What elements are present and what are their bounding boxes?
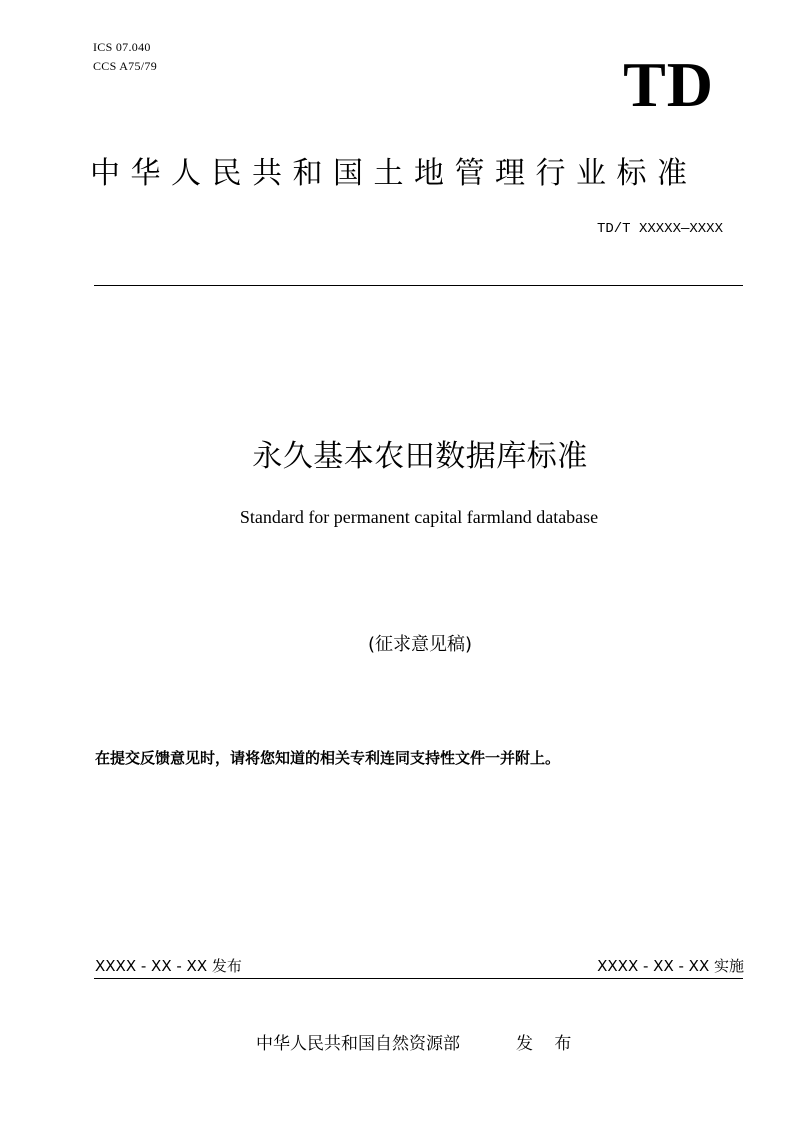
issuing-authority: 中华人民共和国自然资源部 [256, 1034, 460, 1054]
patent-notice: 在提交反馈意见时，请将您知道的相关专利连同支持性文件一并附上。 [95, 749, 561, 767]
top-divider [94, 285, 743, 286]
ics-code: ICS 07.040 [93, 40, 151, 54]
standard-number: TD/T XXXXX—XXXX [596, 221, 723, 237]
release-date: XXXX - XX - XX 发布 [95, 957, 242, 975]
standard-category-title: 中华人民共和国土地管理行业标准 [90, 156, 698, 191]
document-title-chinese: 永久基本农田数据库标准 [252, 439, 588, 474]
implementation-date: XXXX - XX - XX 实施 [597, 957, 744, 975]
ccs-code: CCS A75/79 [93, 59, 158, 73]
draft-status: (征求意见稿) [367, 634, 473, 655]
td-logo: TD [623, 49, 714, 120]
issue-label: 发 布 [516, 1034, 580, 1054]
bottom-divider [94, 978, 743, 979]
document-title-english: Standard for permanent capital farmland database [239, 507, 599, 527]
classification-codes [93, 38, 157, 76]
